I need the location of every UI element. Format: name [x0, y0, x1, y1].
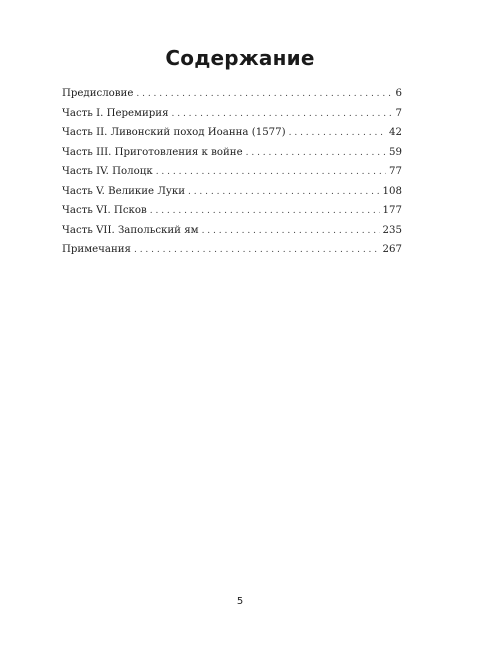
- toc-entry-page: 267: [382, 244, 402, 255]
- toc-leader-dots: [188, 183, 380, 203]
- toc-entry-page: 6: [395, 88, 402, 99]
- toc-entry-part-5: [62, 182, 402, 202]
- toc-leader-dots: [134, 241, 380, 261]
- toc-entry-label: Примечания: [62, 244, 131, 255]
- toc-leader-dots: [246, 144, 386, 164]
- toc-entry-page: 7: [395, 107, 402, 119]
- toc-entry-preface: [62, 84, 402, 104]
- toc-leader-dots: [172, 105, 393, 125]
- toc-entry-page: 235: [382, 224, 402, 236]
- page-number: 5: [236, 596, 244, 607]
- toc-entry-part-7: [62, 221, 402, 241]
- toc-entry-part-1: [62, 104, 402, 124]
- toc-entry-part-6: [62, 201, 402, 221]
- page-title: Содержание: [165, 46, 315, 70]
- toc-entry-page: 42: [389, 127, 402, 138]
- toc-entry-page: 77: [389, 166, 402, 177]
- toc-leader-dots: [150, 202, 380, 222]
- toc-entry-label: Часть II. Ливонский поход Иоанна (1577): [62, 127, 286, 138]
- table-of-contents: [62, 84, 402, 260]
- toc-entry-label: Часть I. Перемирия: [62, 107, 169, 119]
- toc-entry-label: Часть III. Приготовления к войне: [62, 146, 243, 158]
- toc-entry-notes: [62, 240, 402, 260]
- toc-leader-dots: [289, 124, 386, 144]
- toc-entry-label: Часть VII. Запольский ям: [62, 224, 199, 236]
- toc-leader-dots: [156, 163, 386, 183]
- toc-entry-part-4: [62, 162, 402, 182]
- toc-entry-page: 177: [382, 205, 402, 216]
- toc-entry-label: Предисловие: [62, 88, 134, 99]
- toc-entry-page: 108: [382, 185, 402, 197]
- toc-leader-dots: [136, 85, 392, 105]
- toc-entry-label: Часть IV. Полоцк: [62, 166, 153, 177]
- toc-entry-part-2: [62, 123, 402, 143]
- toc-entry-label: Часть VI. Псков: [62, 205, 147, 216]
- toc-entry-page: 59: [389, 146, 402, 158]
- toc-entry-label: Часть V. Великие Луки: [62, 185, 185, 197]
- toc-entry-part-3: [62, 143, 402, 163]
- toc-leader-dots: [202, 222, 380, 242]
